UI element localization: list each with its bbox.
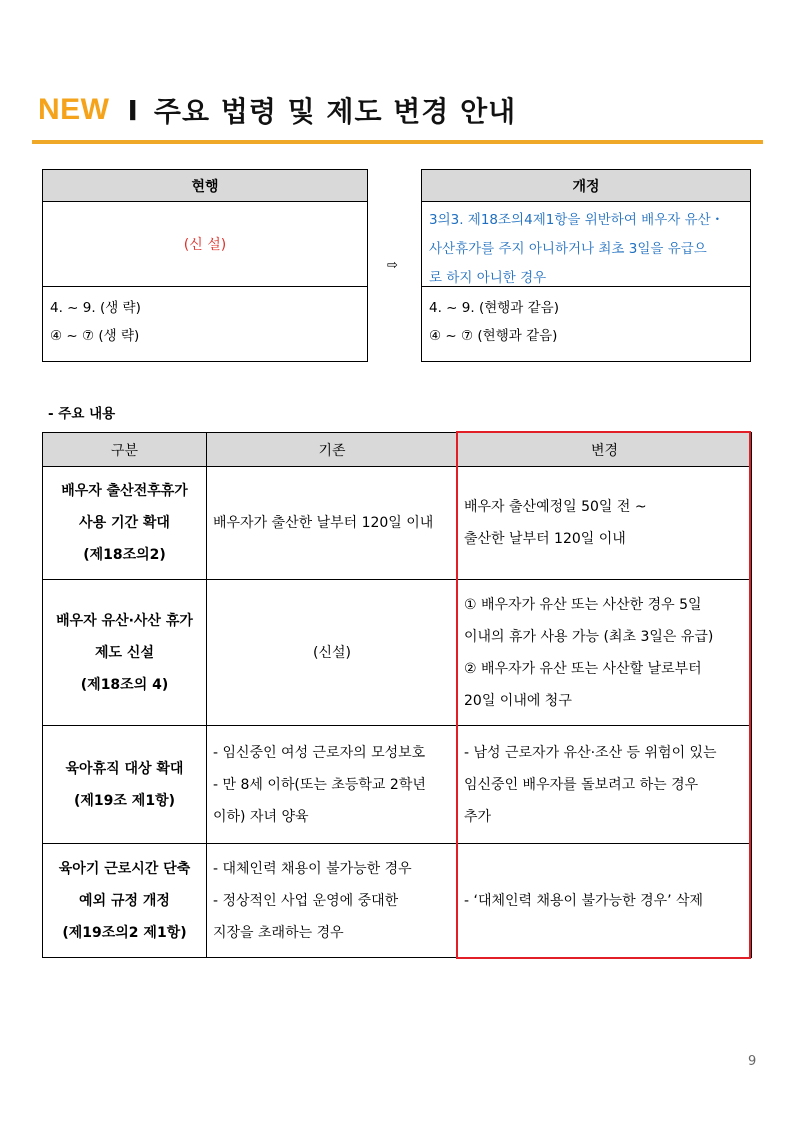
revised-law-line: ④ ~ ⑦ (현행과 같음) [429,328,558,344]
row-after [458,844,752,958]
after-line: - 남성 근로자가 유산·조산 등 위험이 있는 [464,744,717,761]
changes-table [42,432,752,958]
revised-new-line: 사산휴가를 주지 아니하거나 최초 3일을 유급으 [429,241,707,257]
category-line: (제19조 제1항) [74,792,175,809]
page-title [38,88,516,132]
category-line: 배우자 유산·사산 휴가 [56,612,193,629]
before-line: 지장을 초래하는 경우 [213,924,344,941]
page-number: 9 [748,1054,757,1069]
revised-law-new-item [422,202,750,287]
before-line: - 대체인력 채용이 불가능한 경우 [213,860,412,877]
table-header-row [43,433,752,467]
current-law-box [42,169,368,362]
row-after [458,726,752,844]
column-header-category: 구분 [43,433,207,467]
current-law-line: ④ ~ ⑦ (생 략) [50,328,140,344]
section-label: - 주요 내용 [48,406,116,422]
after-line: ② 배우자가 유산 또는 사산할 날로부터 [464,660,702,677]
row-after [458,580,752,726]
after-line: 이내의 휴가 사용 가능 (최초 3일은 유급) [464,628,714,645]
row-category [43,844,207,958]
current-law-lines [43,287,367,350]
before-line: - 만 8세 이하(또는 초등학교 2학년 [213,776,426,793]
category-line: 배우자 출산전후휴가 [61,483,188,499]
after-line: 추가 [464,808,492,825]
row-category [43,726,207,844]
row-category [43,467,207,580]
category-line: 제도 신설 [95,644,154,661]
new-badge: NEW [38,93,110,126]
revised-law-header: 개정 [422,170,750,202]
category-line: 예외 규정 개정 [79,892,170,909]
column-header-after: 변경 [458,433,752,467]
category-line: 사용 기간 확대 [79,515,170,531]
after-line: ① 배우자가 유산 또는 사산한 경우 5일 [464,596,702,613]
table-row [43,844,752,958]
category-line: (제18조의 4) [80,676,169,693]
before-line: - 임신중인 여성 근로자의 모성보호 [213,744,426,761]
before-line: 이하) 자녀 양육 [213,808,309,825]
row-before [207,726,458,844]
row-before [207,580,458,726]
before-line: 배우자가 출산한 날부터 120일 이내 [213,515,434,531]
after-line: 임신중인 배우자를 돌보려고 하는 경우 [464,776,699,793]
table-row [43,467,752,580]
row-category [43,580,207,726]
current-law-line: 4. ~ 9. (생 략) [50,300,141,316]
revised-law-line: 4. ~ 9. (현행과 같음) [429,300,559,316]
row-after [458,467,752,580]
category-line: 육아휴직 대상 확대 [65,760,184,777]
row-before [207,467,458,580]
row-before [207,844,458,958]
current-law-new-item [43,202,367,287]
revised-new-line: 로 하지 아니한 경우 [429,270,547,286]
before-line: - 정상적인 사업 운영에 중대한 [213,892,399,909]
title-underline [32,140,763,144]
category-line: 육아기 근로시간 단축 [58,860,191,877]
category-line: (제19조의2 제1항) [62,924,187,941]
title-separator: I [127,93,138,127]
revised-new-line: 3의3. 제18조의4제1항을 위반하여 배우자 유산・ [429,212,725,228]
category-line: (제18조의2) [83,547,166,563]
after-line: 배우자 출산예정일 50일 전 ~ [464,499,647,515]
title-text: 주요 법령 및 제도 변경 안내 [153,95,517,128]
after-line: 20일 이내에 청구 [464,692,572,709]
arrow-right-icon: ⇨ [387,258,398,273]
before-line: (신설) [313,644,351,661]
table-row [43,726,752,844]
table-row [43,580,752,726]
current-law-header: 현행 [43,170,367,202]
revised-law-box [421,169,751,362]
column-header-before: 기존 [207,433,458,467]
revised-law-lines [422,287,750,350]
new-item-text: (신 설) [183,237,227,253]
after-line: - ‘대체인력 채용이 불가능한 경우’ 삭제 [464,892,704,909]
after-line: 출산한 날부터 120일 이내 [464,531,626,547]
